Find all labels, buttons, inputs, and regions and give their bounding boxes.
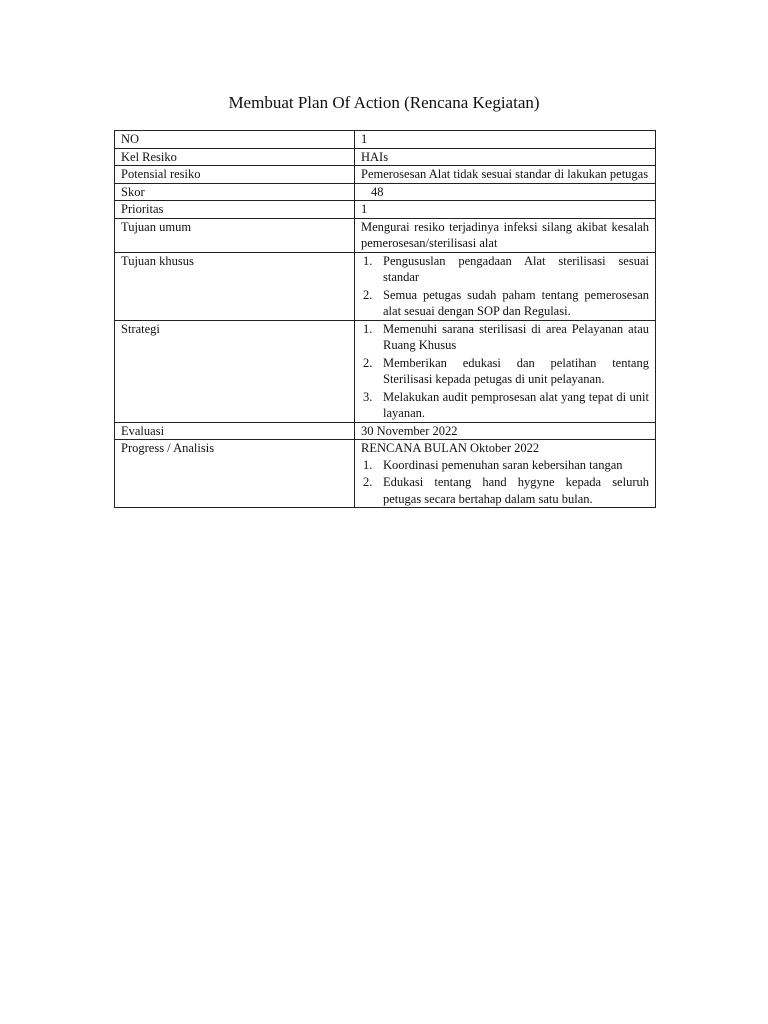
list-item — [361, 474, 649, 507]
table-row — [115, 166, 656, 184]
list-text: Memberikan edukasi dan pelatihan tentang Sterilisasi kepada petugas di unit pelayanan. — [383, 355, 649, 386]
list-text: Melakukan audit pemprosesan alat yang tepat di unit layanan. — [383, 389, 649, 420]
row-label: Tujuan umum — [115, 218, 355, 252]
list-item — [361, 389, 649, 422]
list-number: 1. — [363, 253, 373, 268]
list-text: Edukasi tentang hand hygyne kepada seluruh petugas secara bertahap dalam satu bulan. — [383, 475, 649, 506]
table-row — [115, 131, 656, 149]
list-text: Memenuhi sarana sterilisasi di area Pelayanan atau Ruang Khusus — [383, 321, 649, 352]
list-item — [361, 287, 649, 320]
list-text: Pengususlan pengadaan Alat sterilisasi sesuai standar — [383, 253, 649, 284]
table-row — [115, 201, 656, 219]
row-value: 48 — [371, 184, 384, 199]
table-row — [115, 148, 656, 166]
list-number: 3. — [363, 389, 373, 404]
table-row — [115, 422, 656, 440]
list-text: Koordinasi pemenuhan saran kebersihan tangan — [383, 457, 623, 472]
row-value-container — [355, 183, 656, 201]
list-number: 2. — [363, 355, 373, 370]
row-value-container — [355, 320, 656, 422]
progress-heading: RENCANA BULAN Oktober 2022 — [361, 441, 540, 455]
numbered-list — [361, 321, 649, 422]
row-label: Potensial resiko — [115, 166, 355, 184]
list-item — [361, 457, 649, 474]
row-value: HAIs — [355, 148, 656, 166]
table-row — [115, 183, 656, 201]
row-label: Prioritas — [115, 201, 355, 219]
row-value: Mengurai resiko terjadinya infeksi silang akibat kesalah pemerosesan/sterilisasi alat — [355, 218, 656, 252]
document-title: Membuat Plan Of Action (Rencana Kegiatan) — [228, 93, 540, 112]
list-number: 2. — [363, 475, 373, 489]
list-text: Semua petugas sudah paham tentang pemerosesan alat sesuai dengan SOP dan Regulasi. — [383, 287, 649, 318]
row-value: 1 — [355, 131, 656, 149]
table-row — [115, 218, 656, 252]
table-row — [115, 440, 656, 508]
list-item — [361, 321, 649, 354]
row-value: Pemerosesan Alat tidak sesuai standar di lakukan petugas — [355, 166, 656, 184]
row-value-container — [355, 440, 656, 508]
row-label: Strategi — [115, 320, 355, 422]
row-label: Skor — [115, 183, 355, 201]
row-label: Tujuan khusus — [115, 252, 355, 320]
numbered-list — [361, 457, 649, 508]
row-value: 1 — [355, 201, 656, 219]
row-label: Kel Resiko — [115, 148, 355, 166]
list-number: 1. — [363, 321, 373, 336]
plan-of-action-table — [114, 130, 656, 508]
list-item — [361, 355, 649, 388]
list-number: 2. — [363, 287, 373, 302]
row-label: Evaluasi — [115, 422, 355, 440]
row-label: NO — [115, 131, 355, 149]
list-number: 1. — [363, 457, 373, 472]
list-item — [361, 253, 649, 286]
numbered-list — [361, 253, 649, 320]
row-value-container — [355, 252, 656, 320]
table-row — [115, 252, 656, 320]
row-value: 30 November 2022 — [355, 422, 656, 440]
table-row — [115, 320, 656, 422]
row-label: Progress / Analisis — [115, 440, 355, 508]
